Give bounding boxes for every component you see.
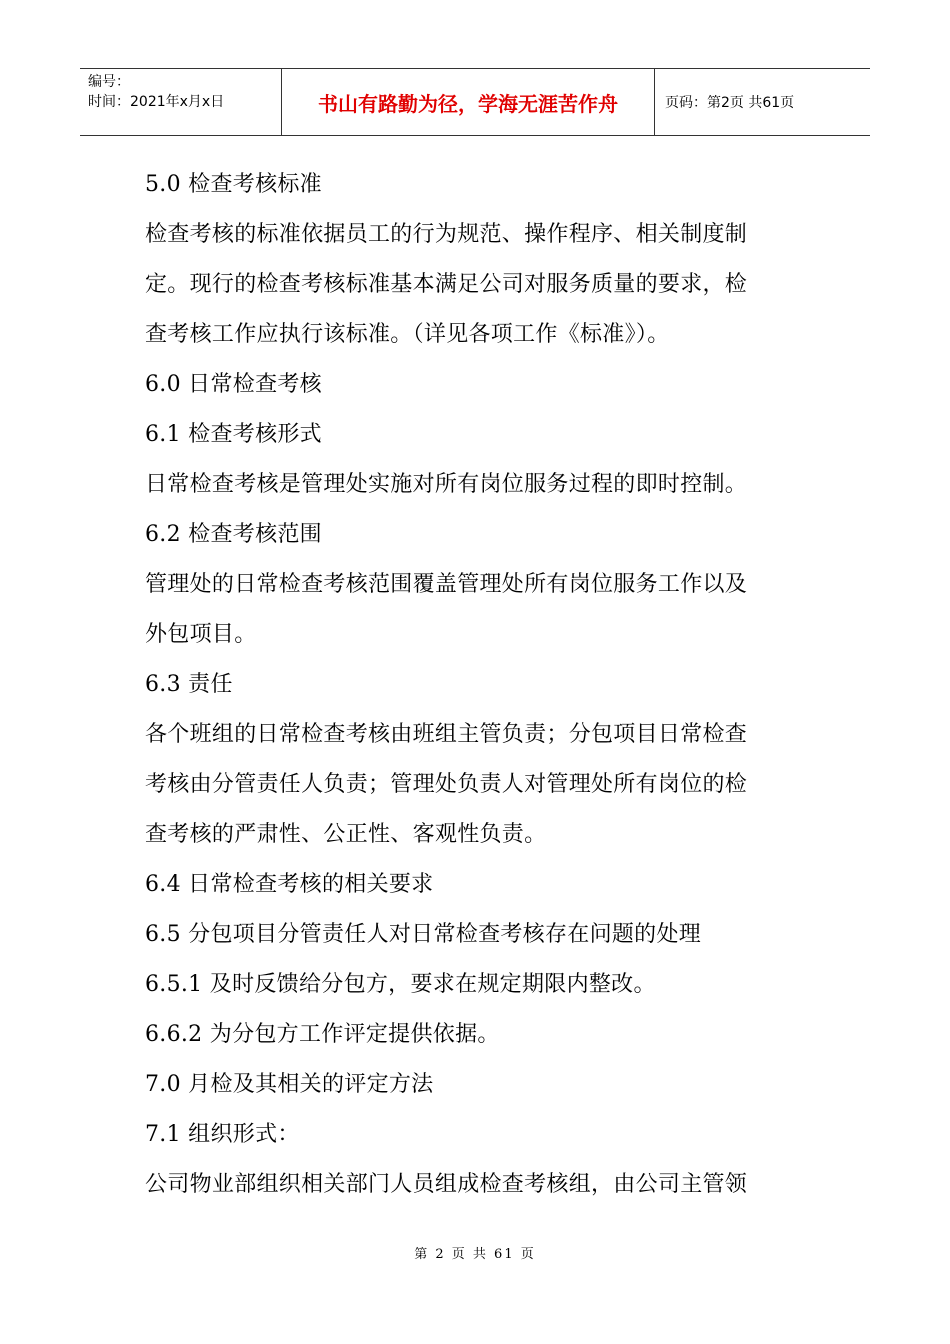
section-heading-6-3: 6.3 责任 <box>145 672 233 697</box>
paragraph-line: 检查考核的标准依据员工的行为规范、操作程序、相关制度制 <box>145 222 748 247</box>
section-heading-6-4: 6.4 日常检查考核的相关要求 <box>145 872 434 897</box>
section-heading-6-1: 6.1 检查考核形式 <box>145 422 322 447</box>
header-motto: 书山有路勤为径，学海无涯苦作舟 <box>282 69 655 135</box>
paragraph-line: 各个班组的日常检查考核由班组主管负责；分包项目日常检查 <box>145 722 748 747</box>
section-heading-7-1: 7.1 组织形式： <box>145 1122 300 1147</box>
paragraph-line: 查考核工作应执行该标准。（详见各项工作《标准》）。 <box>145 322 670 347</box>
paragraph-line: 公司物业部组织相关部门人员组成检查考核组，由公司主管领 <box>145 1172 748 1197</box>
paragraph-line: 外包项目。 <box>145 622 257 647</box>
paragraph-line: 考核由分管责任人负责；管理处负责人对管理处所有岗位的检 <box>145 772 748 797</box>
paragraph-line: 查考核的严肃性、公正性、客观性负责。 <box>145 822 547 847</box>
section-heading-6-5: 6.5 分包项目分管责任人对日常检查考核存在问题的处理 <box>145 922 702 947</box>
page-header <box>80 68 870 136</box>
section-heading-6-2: 6.2 检查考核范围 <box>145 522 322 547</box>
section-heading-5-0: 5.0 检查考核标准 <box>145 172 322 197</box>
header-meta <box>80 69 282 135</box>
section-item-6-5-1: 6.5.1 及时反馈给分包方，要求在规定期限内整改。 <box>145 972 656 997</box>
document-date: 时间：2021年x月x日 <box>88 94 225 110</box>
document-number-label: 编号： <box>88 74 130 90</box>
header-page-info: 页码：第2页 共61页 <box>665 95 795 111</box>
section-heading-7-0: 7.0 月检及其相关的评定方法 <box>145 1072 434 1097</box>
section-heading-6-0: 6.0 日常检查考核 <box>145 372 322 397</box>
paragraph-line: 日常检查考核是管理处实施对所有岗位服务过程的即时控制。 <box>145 472 748 497</box>
paragraph-line: 管理处的日常检查考核范围覆盖管理处所有岗位服务工作以及 <box>145 572 748 597</box>
paragraph-line: 定。现行的检查考核标准基本满足公司对服务质量的要求，检 <box>145 272 748 297</box>
section-item-6-6-2: 6.6.2 为分包方工作评定提供依据。 <box>145 1022 500 1047</box>
page-footer: 第 2 页 共 61 页 <box>414 1247 536 1262</box>
document-body <box>145 160 795 1210</box>
